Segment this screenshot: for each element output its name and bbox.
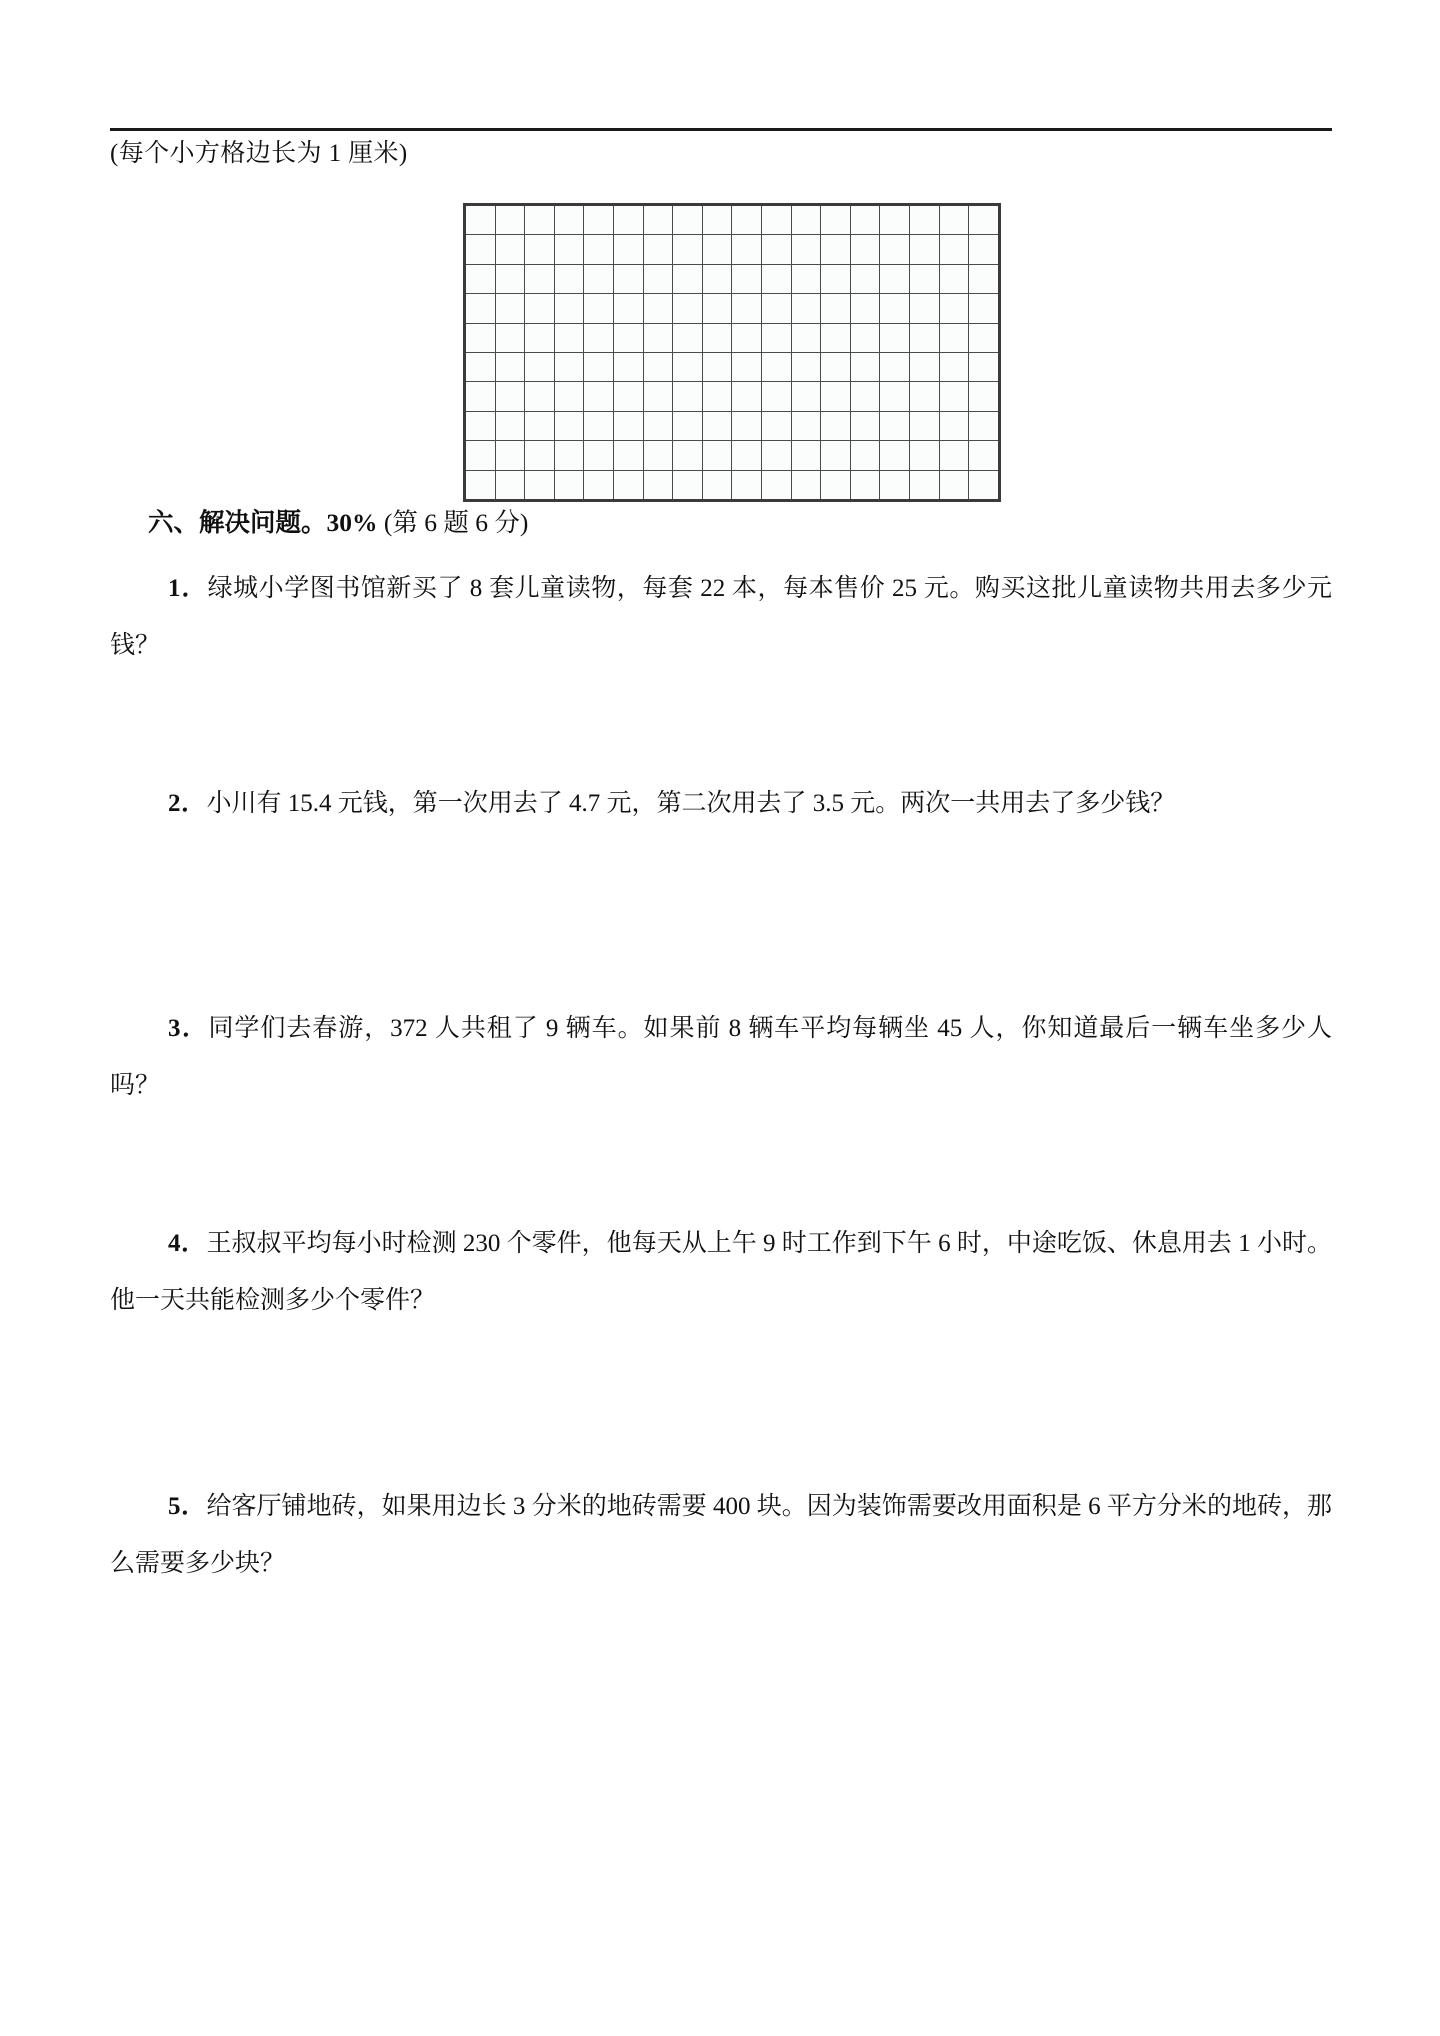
section-note: (第 6 题 6 分) <box>383 508 529 537</box>
grid-cell[interactable] <box>732 205 762 235</box>
grid-row <box>465 205 1000 235</box>
grid-cell[interactable] <box>939 470 969 500</box>
grid-cell[interactable] <box>732 264 762 293</box>
grid-cell[interactable] <box>495 382 525 411</box>
grid-cell[interactable] <box>613 235 643 264</box>
question-text: 小川有 15.4 元钱，第一次用去了 4.7 元，第二次用去了 3.5 元。两次一共用去了多少钱？ <box>206 790 1176 817</box>
grid-cell[interactable] <box>702 294 732 323</box>
grid-cell[interactable] <box>673 323 703 352</box>
grid-cell[interactable] <box>495 470 525 500</box>
grid-cell[interactable] <box>821 441 851 470</box>
section-heading <box>148 504 528 542</box>
grid-cell[interactable] <box>584 323 614 352</box>
grid-cell[interactable] <box>969 323 1000 352</box>
grid-cell[interactable] <box>673 235 703 264</box>
header-divider-rule <box>110 128 1332 131</box>
grid-cell[interactable] <box>732 235 762 264</box>
grid-cell[interactable] <box>880 470 910 500</box>
grid-row <box>465 470 1000 500</box>
grid-cell[interactable] <box>673 441 703 470</box>
grid-row <box>465 235 1000 264</box>
grid-cell[interactable] <box>732 352 762 381</box>
question-item <box>110 775 1332 832</box>
answer-space[interactable] <box>110 1608 1332 2008</box>
grid-cell[interactable] <box>761 352 791 381</box>
answer-space[interactable] <box>110 1345 1332 1465</box>
grid-cell[interactable] <box>791 294 821 323</box>
grid-cell[interactable] <box>702 470 732 500</box>
grid-cell[interactable] <box>554 411 584 440</box>
grid-cell[interactable] <box>525 411 555 440</box>
grid-cell[interactable] <box>525 294 555 323</box>
grid-cell[interactable] <box>821 264 851 293</box>
grid-row <box>465 264 1000 293</box>
grid-cell[interactable] <box>791 382 821 411</box>
grid-cell[interactable] <box>821 411 851 440</box>
grid-cell[interactable] <box>584 294 614 323</box>
grid-cell[interactable] <box>909 264 939 293</box>
question-text: 同学们去春游，372 人共租了 9 辆车。如果前 8 辆车平均每辆坐 45 人，你知道最后一辆车坐多少人吗？ <box>110 1015 1332 1099</box>
grid-cell[interactable] <box>643 264 673 293</box>
grid-cell[interactable] <box>643 382 673 411</box>
grid-cell[interactable] <box>584 205 614 235</box>
grid-cell[interactable] <box>465 323 496 352</box>
grid-cell[interactable] <box>880 352 910 381</box>
grid-row <box>465 441 1000 470</box>
grid-cell[interactable] <box>732 470 762 500</box>
grid-row <box>465 294 1000 323</box>
grid-cell[interactable] <box>495 235 525 264</box>
grid-cell[interactable] <box>880 205 910 235</box>
grid-cell[interactable] <box>495 441 525 470</box>
grid-cell[interactable] <box>643 441 673 470</box>
grid-cell[interactable] <box>732 382 762 411</box>
grid-cell[interactable] <box>643 352 673 381</box>
grid-cell[interactable] <box>613 470 643 500</box>
grid-cell[interactable] <box>584 441 614 470</box>
grid-row <box>465 382 1000 411</box>
grid-cell[interactable] <box>939 205 969 235</box>
grid-cell[interactable] <box>939 382 969 411</box>
grid-cell[interactable] <box>495 264 525 293</box>
grid-cell[interactable] <box>702 235 732 264</box>
grid-cell[interactable] <box>732 441 762 470</box>
grid-cell[interactable] <box>761 205 791 235</box>
grid-caption: (每个小方格边长为 1 厘米) <box>110 140 408 167</box>
grid-cell[interactable] <box>761 441 791 470</box>
grid-cell[interactable] <box>554 235 584 264</box>
grid-cell[interactable] <box>909 411 939 440</box>
grid-cell[interactable] <box>613 441 643 470</box>
grid-cell[interactable] <box>880 411 910 440</box>
grid-cell[interactable] <box>465 294 496 323</box>
grid-cell[interactable] <box>939 294 969 323</box>
grid-cell[interactable] <box>584 352 614 381</box>
grid-cell[interactable] <box>821 352 851 381</box>
grid-cell[interactable] <box>554 294 584 323</box>
grid-cell[interactable] <box>821 470 851 500</box>
grid-cell[interactable] <box>791 352 821 381</box>
grid-cell[interactable] <box>880 323 910 352</box>
grid-cell[interactable] <box>939 411 969 440</box>
question-item <box>110 1000 1332 1114</box>
question-number: 2． <box>168 790 207 817</box>
grid-cell[interactable] <box>673 382 703 411</box>
grid-cell[interactable] <box>880 294 910 323</box>
grid-cell[interactable] <box>791 264 821 293</box>
grid-cell[interactable] <box>850 411 880 440</box>
grid-cell[interactable] <box>791 205 821 235</box>
grid-cell[interactable] <box>495 352 525 381</box>
question-number: 3． <box>168 1015 209 1042</box>
grid-cell[interactable] <box>525 235 555 264</box>
grid-cell[interactable] <box>613 352 643 381</box>
grid-cell[interactable] <box>525 382 555 411</box>
centimeter-grid <box>463 203 1001 502</box>
grid-cell[interactable] <box>613 294 643 323</box>
grid-cell[interactable] <box>909 352 939 381</box>
question-number: 1． <box>168 575 208 602</box>
grid-cell[interactable] <box>909 294 939 323</box>
grid-cell[interactable] <box>969 294 1000 323</box>
grid-cell[interactable] <box>465 470 496 500</box>
grid-cell[interactable] <box>939 323 969 352</box>
question-item <box>110 1215 1332 1329</box>
grid-cell[interactable] <box>791 323 821 352</box>
grid-cell[interactable] <box>850 205 880 235</box>
grid-row <box>465 323 1000 352</box>
grid-cell[interactable] <box>673 205 703 235</box>
grid-cell[interactable] <box>791 470 821 500</box>
grid-cell[interactable] <box>791 411 821 440</box>
grid-cell[interactable] <box>939 235 969 264</box>
grid-cell[interactable] <box>880 441 910 470</box>
grid-cell[interactable] <box>465 411 496 440</box>
grid-cell[interactable] <box>761 235 791 264</box>
question-number: 5． <box>168 1493 207 1520</box>
question-text: 给客厅铺地砖，如果用边长 3 分米的地砖需要 400 块。因为装饰需要改用面积是 6 平方分米的地砖，那么需要多少块？ <box>110 1493 1332 1577</box>
grid-cell[interactable] <box>525 205 555 235</box>
grid-cell[interactable] <box>969 205 1000 235</box>
grid-cell[interactable] <box>613 264 643 293</box>
grid-cell[interactable] <box>909 441 939 470</box>
grid-cell[interactable] <box>969 441 1000 470</box>
grid-cell[interactable] <box>584 382 614 411</box>
grid-row <box>465 352 1000 381</box>
grid-cell[interactable] <box>702 264 732 293</box>
grid-cell[interactable] <box>939 264 969 293</box>
grid-cell[interactable] <box>821 323 851 352</box>
grid-cell[interactable] <box>791 235 821 264</box>
grid-cell[interactable] <box>554 352 584 381</box>
grid-cell[interactable] <box>584 235 614 264</box>
grid-cell[interactable] <box>465 205 496 235</box>
grid-cell[interactable] <box>732 294 762 323</box>
grid-cell[interactable] <box>465 352 496 381</box>
question-number: 4． <box>168 1230 207 1257</box>
grid-cell[interactable] <box>939 441 969 470</box>
grid-cell[interactable] <box>554 441 584 470</box>
grid-cell[interactable] <box>554 382 584 411</box>
grid-cell[interactable] <box>969 470 1000 500</box>
grid-cell[interactable] <box>673 470 703 500</box>
grid-cell[interactable] <box>969 352 1000 381</box>
grid-cell[interactable] <box>584 470 614 500</box>
grid-cell[interactable] <box>643 294 673 323</box>
grid-cell[interactable] <box>880 382 910 411</box>
grid-table <box>463 203 1001 502</box>
grid-cell[interactable] <box>821 235 851 264</box>
grid-cell[interactable] <box>643 205 673 235</box>
grid-cell[interactable] <box>761 264 791 293</box>
grid-cell[interactable] <box>850 294 880 323</box>
grid-row <box>465 411 1000 440</box>
grid-cell[interactable] <box>732 411 762 440</box>
grid-cell[interactable] <box>909 470 939 500</box>
grid-cell[interactable] <box>673 411 703 440</box>
grid-cell[interactable] <box>969 411 1000 440</box>
grid-cell[interactable] <box>850 352 880 381</box>
grid-cell[interactable] <box>909 235 939 264</box>
grid-cell[interactable] <box>850 235 880 264</box>
grid-cell[interactable] <box>525 264 555 293</box>
grid-cell[interactable] <box>643 235 673 264</box>
grid-cell[interactable] <box>584 411 614 440</box>
grid-cell[interactable] <box>613 411 643 440</box>
grid-cell[interactable] <box>495 294 525 323</box>
grid-cell[interactable] <box>584 264 614 293</box>
grid-cell[interactable] <box>850 264 880 293</box>
grid-cell[interactable] <box>969 264 1000 293</box>
grid-cell[interactable] <box>465 235 496 264</box>
grid-cell[interactable] <box>525 441 555 470</box>
grid-cell[interactable] <box>554 264 584 293</box>
question-item <box>110 1478 1332 1592</box>
grid-cell[interactable] <box>702 441 732 470</box>
grid-cell[interactable] <box>525 323 555 352</box>
grid-cell[interactable] <box>850 441 880 470</box>
grid-cell[interactable] <box>909 323 939 352</box>
grid-cell[interactable] <box>880 264 910 293</box>
grid-cell[interactable] <box>643 411 673 440</box>
grid-cell[interactable] <box>909 205 939 235</box>
grid-cell[interactable] <box>525 352 555 381</box>
grid-cell[interactable] <box>465 441 496 470</box>
grid-cell[interactable] <box>969 235 1000 264</box>
grid-cell[interactable] <box>495 411 525 440</box>
grid-cell[interactable] <box>880 235 910 264</box>
grid-cell[interactable] <box>673 352 703 381</box>
grid-cell[interactable] <box>761 411 791 440</box>
grid-cell[interactable] <box>791 441 821 470</box>
grid-cell[interactable] <box>495 205 525 235</box>
grid-cell[interactable] <box>761 323 791 352</box>
grid-cell[interactable] <box>821 205 851 235</box>
question-text: 绿城小学图书馆新买了 8 套儿童读物，每套 22 本，每本售价 25 元。购买这批儿童读物共用去多少元钱？ <box>110 575 1332 659</box>
grid-cell[interactable] <box>495 323 525 352</box>
grid-cell[interactable] <box>554 470 584 500</box>
grid-cell[interactable] <box>850 382 880 411</box>
grid-cell[interactable] <box>613 382 643 411</box>
grid-cell[interactable] <box>465 382 496 411</box>
grid-cell[interactable] <box>465 264 496 293</box>
grid-cell[interactable] <box>643 323 673 352</box>
grid-cell[interactable] <box>850 470 880 500</box>
section-score: 30% <box>326 508 378 537</box>
grid-cell[interactable] <box>761 294 791 323</box>
question-item <box>110 560 1332 674</box>
grid-cell[interactable] <box>732 323 762 352</box>
grid-cell[interactable] <box>702 382 732 411</box>
grid-cell[interactable] <box>821 382 851 411</box>
grid-cell[interactable] <box>939 352 969 381</box>
grid-cell[interactable] <box>525 470 555 500</box>
grid-cell[interactable] <box>613 205 643 235</box>
grid-cell[interactable] <box>702 205 732 235</box>
question-text: 王叔叔平均每小时检测 230 个零件，他每天从上午 9 时工作到下午 6 时，中途吃饭、休息用去 1 小时。他一天共能检测多少个零件？ <box>110 1230 1332 1314</box>
grid-cell[interactable] <box>761 470 791 500</box>
grid-cell[interactable] <box>850 323 880 352</box>
grid-cell[interactable] <box>821 294 851 323</box>
grid-cell[interactable] <box>702 411 732 440</box>
grid-cell[interactable] <box>909 382 939 411</box>
grid-cell[interactable] <box>673 264 703 293</box>
grid-cell[interactable] <box>969 382 1000 411</box>
grid-cell[interactable] <box>673 294 703 323</box>
grid-cell[interactable] <box>702 323 732 352</box>
grid-cell[interactable] <box>613 323 643 352</box>
grid-cell[interactable] <box>554 205 584 235</box>
grid-cell[interactable] <box>554 323 584 352</box>
grid-cell[interactable] <box>702 352 732 381</box>
grid-cell[interactable] <box>761 382 791 411</box>
section-title: 六、解决问题。 <box>148 508 327 537</box>
grid-cell[interactable] <box>643 470 673 500</box>
